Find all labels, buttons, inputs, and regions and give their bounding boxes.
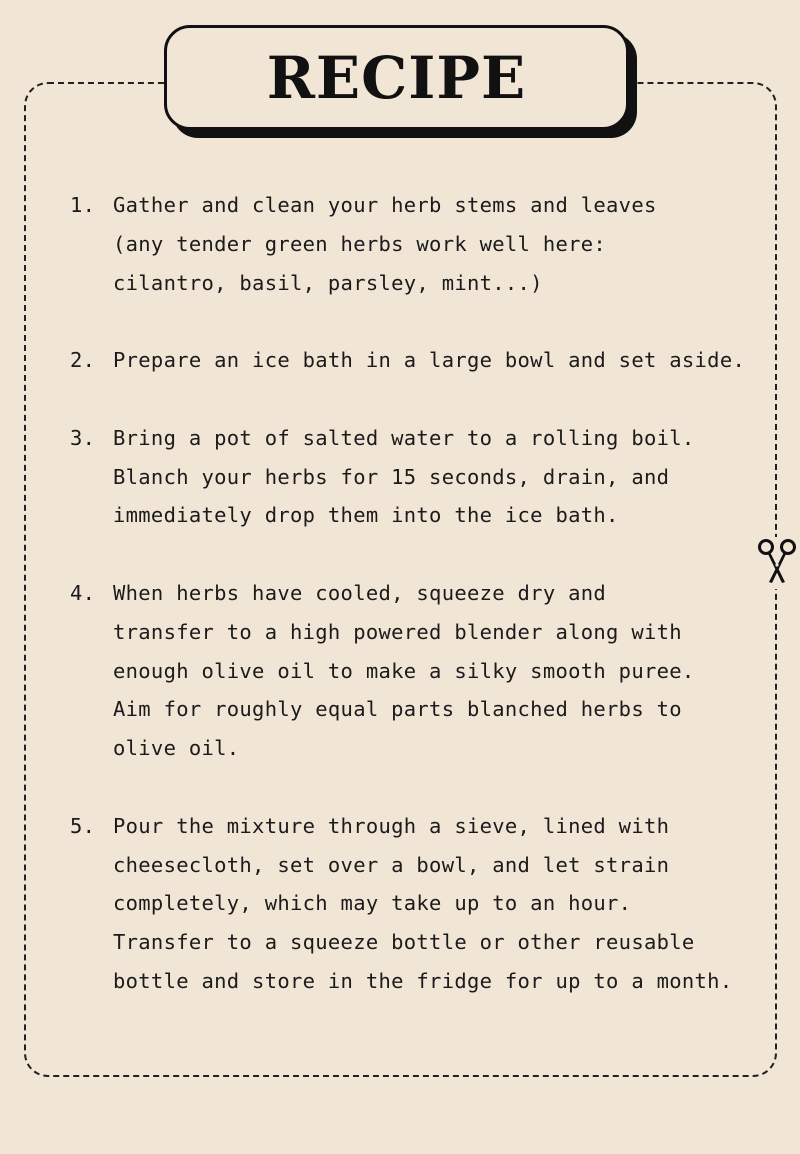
title-box xyxy=(164,25,629,130)
step-line: transfer to a high powered blender along with xyxy=(113,619,682,644)
step-text xyxy=(113,807,750,1001)
step-line: When herbs have cooled, squeeze dry and xyxy=(113,580,607,605)
recipe-steps xyxy=(70,186,750,1040)
step-line: olive oil. xyxy=(113,736,240,761)
step-text xyxy=(113,186,750,302)
step-number: 3. xyxy=(70,425,96,450)
page-title: RECIPE xyxy=(266,43,527,112)
step-line: Blanch your herbs for 15 seconds, drain, and xyxy=(113,464,670,489)
step-line: completely, which may take up to an hour. xyxy=(113,891,632,916)
step-text xyxy=(113,341,750,380)
step-line: immediately drop them into the ice bath. xyxy=(113,503,619,528)
step-line: Transfer to a squeeze bottle or other reusable xyxy=(113,930,695,955)
step-item xyxy=(70,186,750,302)
step-line: bottle and store in the fridge for up to a month. xyxy=(113,968,733,993)
step-number: 4. xyxy=(70,580,96,605)
step-item xyxy=(70,341,750,380)
step-text xyxy=(113,419,750,535)
scissors-icon xyxy=(755,537,799,589)
step-line: cheesecloth, set over a bowl, and let strain xyxy=(113,852,670,877)
step-line: Aim for roughly equal parts blanched herbs to xyxy=(113,697,682,722)
step-line: Pour the mixture through a sieve, lined with xyxy=(113,813,670,838)
step-item xyxy=(70,419,750,535)
step-line: enough olive oil to make a silky smooth puree. xyxy=(113,658,695,683)
step-number: 1. xyxy=(70,193,96,217)
step-line: Gather and clean your herb stems and leaves xyxy=(113,193,657,217)
step-line: Prepare an ice bath in a large bowl and set aside. xyxy=(113,348,746,373)
step-item xyxy=(70,807,750,1001)
step-item xyxy=(70,574,750,768)
step-line: (any tender green herbs work well here: xyxy=(113,231,607,256)
step-text xyxy=(113,574,750,768)
step-number: 2. xyxy=(70,348,96,373)
step-number: 5. xyxy=(70,813,96,838)
step-line: cilantro, basil, parsley, mint...) xyxy=(113,270,543,295)
step-line: Bring a pot of salted water to a rolling boil. xyxy=(113,425,695,450)
